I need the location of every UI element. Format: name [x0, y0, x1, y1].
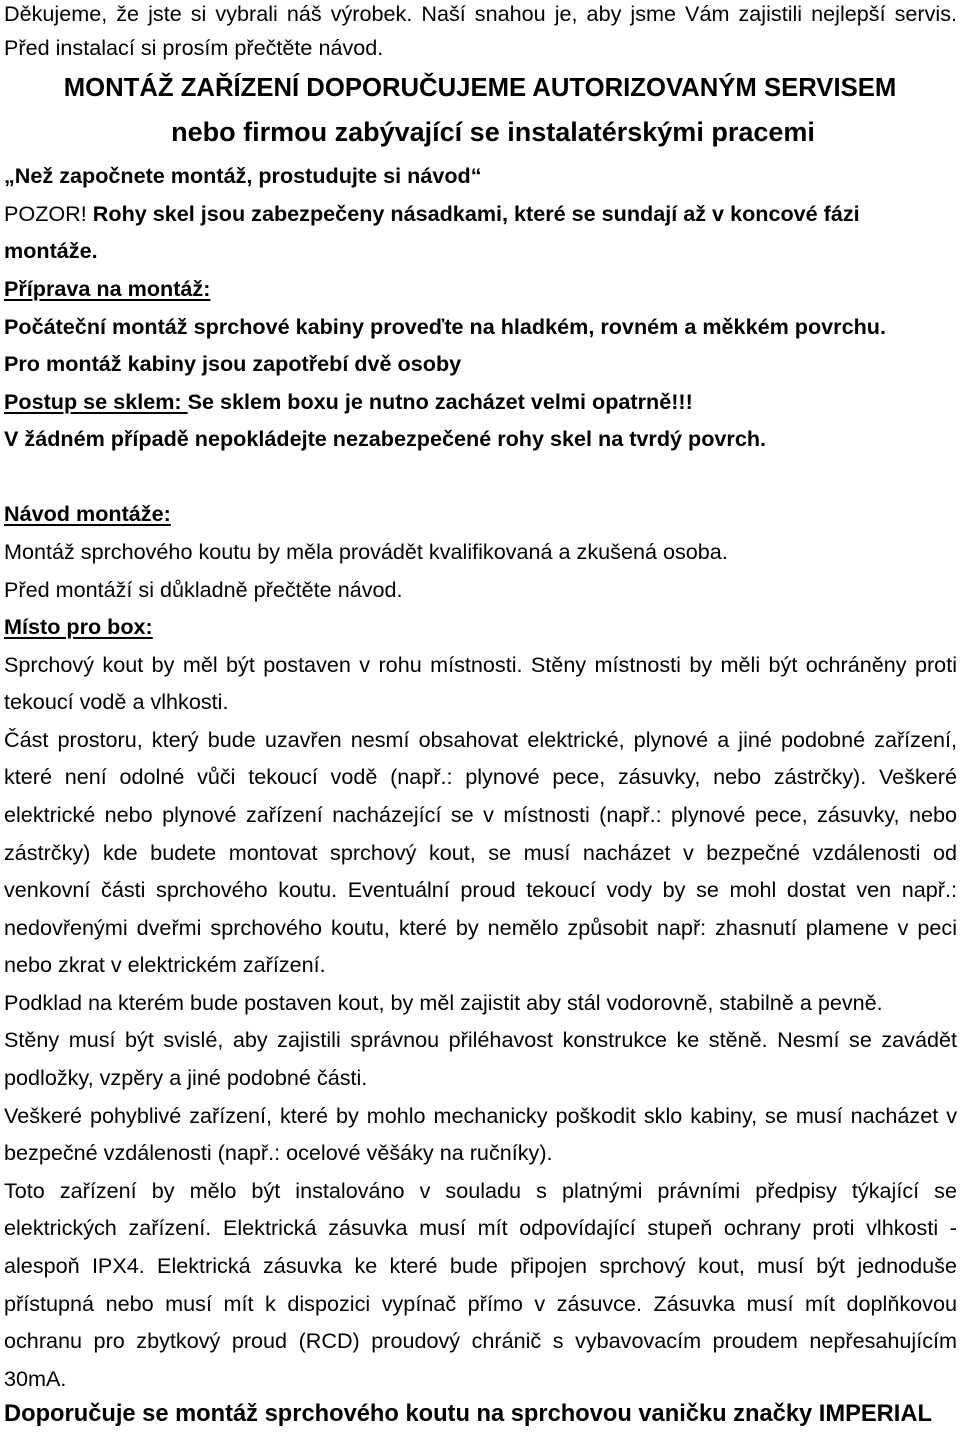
intro-line-2: Před instalací si prosím přečtěte návod.: [4, 35, 384, 60]
warning-label: POZOR!: [4, 200, 87, 226]
intro-line-1: Děkujeme, že jste si vybrali náš výrobek. Naší snahou je, aby jsme Vám zajistili nejlepší servis.: [4, 1, 957, 26]
paragraph-line: 30mA.: [4, 1365, 67, 1391]
paragraph-line: alespoň IPX4. Elektrická zásuvka ke které bude připojen sprchový kout, musí být jednoduše: [4, 1252, 957, 1278]
preparation-heading-text: Příprava na montáž:: [4, 275, 211, 301]
paragraph-line: které není odolné vůči tekoucí vodě (např.: plynové pece, zásuvky, nebo zástrčky). Veškeré: [4, 764, 957, 790]
preparation-line: Pro montáž kabiny jsou zapotřebí dvě osoby: [4, 351, 462, 377]
placement-paragraph: [4, 1021, 957, 1096]
paragraph-line: Veškeré pohyblivé zařízení, které by mohlo mechanicky poškodit sklo kabiny, se musí nacházet v: [4, 1102, 957, 1128]
paragraph-line: nedovřenými dveřmi sprchového koutu, které by nemělo způsobit např: zhasnutí plamene v peci: [4, 914, 957, 940]
paragraph-line: zástrčky) kde budete montovat sprchový kout, se musí nacházet v bezpečné vzdálenosti od: [4, 839, 957, 865]
paragraph-line: elektrických zařízení. Elektrická zásuvka musí mít odpovídající stupeň ochrany proti vlhkosti -: [4, 1215, 957, 1241]
paragraph-line: přístupná nebo musí mít k dispozici vypínač přímo v zásuvce. Zásuvka musí mít doplňkovou: [4, 1290, 957, 1316]
warning-line: [4, 195, 957, 233]
paragraph-line: bezpečné vzdálenosti (např.: ocelové věšáky na ručníky).: [4, 1140, 553, 1166]
placement-paragraph: [4, 1172, 957, 1397]
placement-heading-text: Místo pro box:: [4, 614, 153, 640]
paragraph-line: Podklad na kterém bude postaven kout, by měl zajistit aby stál vodorovně, stabilně a pevně.: [4, 989, 883, 1015]
paragraph-line: Toto zařízení by mělo být instalováno v souladu s platnými právními předpisy týkající se: [4, 1177, 957, 1203]
glass-label: [4, 389, 188, 414]
instruction-line: Před montáží si důkladně přečtěte návod.: [4, 576, 403, 602]
paragraph-line: nebo zkrat v elektrickém zařízení.: [4, 952, 326, 978]
paragraph-line: Sprchový kout by měl být postaven v rohu místnosti. Stěny místnosti by měli být ochráněny proti: [4, 651, 957, 677]
placement-paragraph: [4, 1097, 957, 1172]
paragraph-line: venkovní části sprchového koutu. Eventuální proud tekoucí vody by se mohl dostat ven např.:: [4, 877, 957, 903]
placement-paragraph: [4, 984, 957, 1022]
paragraph-line: tekoucí vodě a vlhkosti.: [4, 689, 229, 715]
glass-warning-line: V žádném případě nepokládejte nezabezpečené rohy skel na tvrdý povrch.: [4, 426, 767, 452]
placement-paragraph: [4, 646, 957, 721]
section-heading-placement: [4, 608, 957, 646]
paragraph-line: Část prostoru, který bude uzavřen nesmí obsahovat elektrické, plynové a jiné podobné zařízení,: [4, 726, 957, 752]
placement-paragraph: [4, 721, 957, 984]
preparation-line: Počáteční montáž sprchové kabiny proveďte na hladkém, rovném a měkkém povrchu.: [4, 313, 886, 339]
instruction-line: Montáž sprchového koutu by měla provádět kvalifikovaná a zkušená osoba.: [4, 538, 728, 564]
section-heading-instructions: [4, 495, 957, 533]
warning-continuation: montáže.: [4, 238, 98, 264]
paragraph-line: elektrické nebo plynové zařízení nacházející se v místnosti (např.: plynové pece, zásuvky, nebo: [4, 802, 957, 828]
glass-label-text: Postup se sklem:: [4, 388, 182, 414]
quote-note: „Než započnete montáž, prostudujte si návod“: [4, 163, 482, 189]
section-heading-preparation: [4, 270, 957, 308]
document-body: [4, 157, 957, 1431]
paragraph-line: podložky, vzpěry a jiné podobné části.: [4, 1065, 368, 1091]
paragraph-line: Stěny musí být svislé, aby zajistili správnou přiléhavost konstrukce ke stěně. Nesmí se zavádět: [4, 1027, 957, 1053]
subtitle: nebo firmou zabývající se instalatérskými pracemi: [171, 117, 815, 147]
blank-spacer: [4, 458, 957, 496]
warning-text: Rohy skel jsou zabezpečeny násadkami, které se sundají až v koncové fázi: [92, 200, 860, 226]
recommendation-line: Doporučuje se montáž sprchového koutu na sprchovou vaničku značky IMPERIAL: [4, 1401, 932, 1428]
paragraph-line: ochranu pro zbytkový proud (RCD) proudový chránič s vybavovacím proudem nepřesahujícím: [4, 1328, 957, 1354]
glass-handling-line: [4, 383, 957, 421]
main-title: MONTÁŽ ZAŘÍZENÍ DOPORUČUJEME AUTORIZOVANÝM SERVISEM: [63, 74, 897, 102]
glass-text: Se sklem boxu je nutno zacházet velmi opatrně!!!: [187, 388, 693, 414]
instructions-heading-text: Návod montáže:: [4, 501, 171, 527]
